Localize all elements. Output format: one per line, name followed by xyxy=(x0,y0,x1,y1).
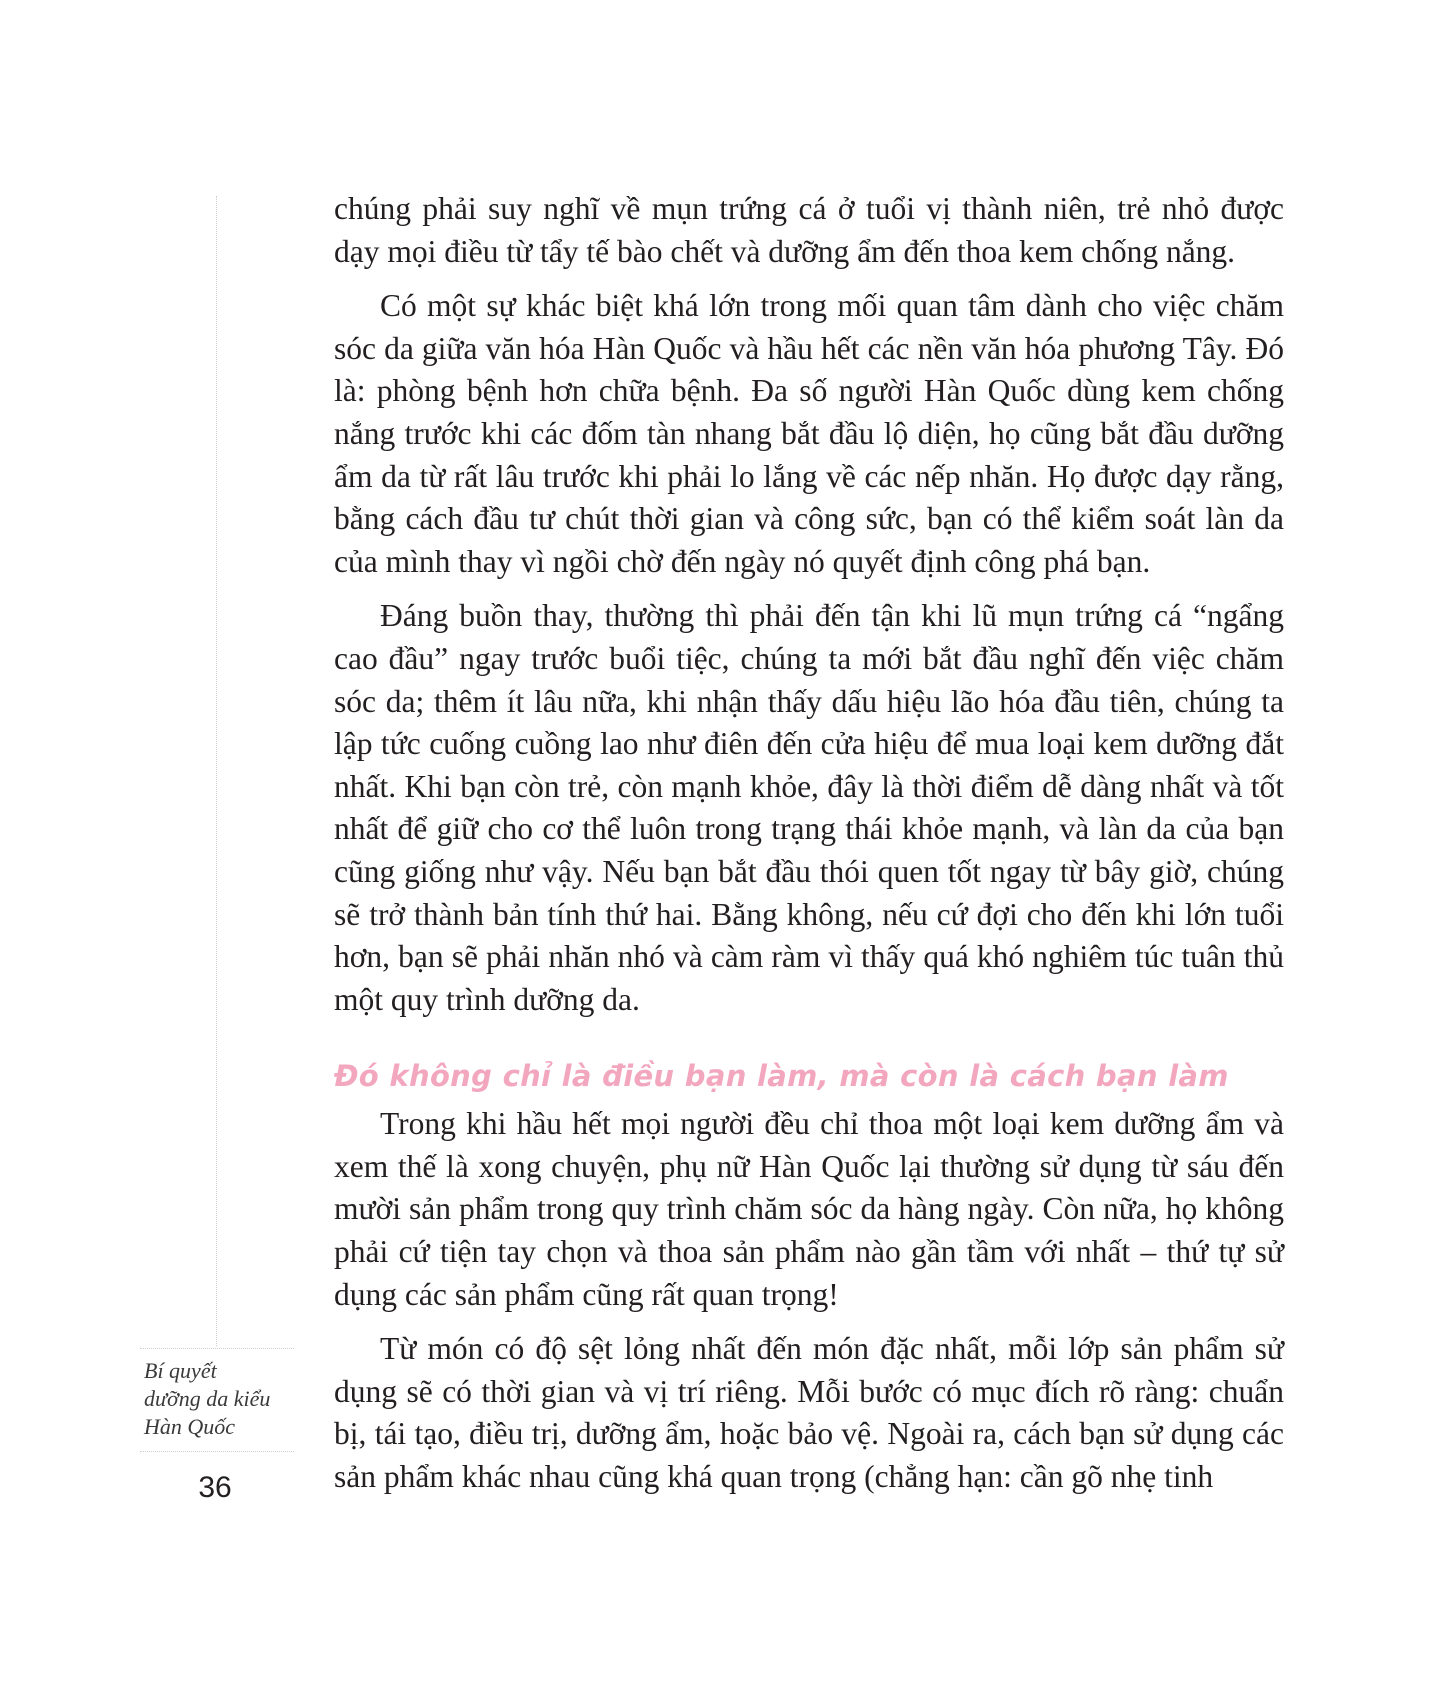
body-text xyxy=(334,188,1284,1511)
page-number: 36 xyxy=(198,1471,232,1504)
section-heading: Đó không chỉ là điều bạn làm, mà còn là cách bạn làm xyxy=(334,1059,1229,1094)
paragraph-continued: chúng phải suy nghĩ về mụn trứng cá ở tuổi vị thành niên, trẻ nhỏ được dạy mọi điều từ tẩy tế bào chết và dưỡng ẩm đến thoa kem chống nắng. xyxy=(334,191,1284,269)
running-title xyxy=(140,1348,294,1452)
running-title-line: Bí quyết xyxy=(144,1358,217,1383)
running-title-line: Hàn Quốc xyxy=(144,1414,236,1439)
paragraph-routine: Trong khi hầu hết mọi người đều chỉ thoa một loại kem dưỡng ẩm và xem thế là xong chuyện, phụ nữ Hàn Quốc lại thường sử dụng từ sáu đến mười sản phẩm trong quy trình chăm sóc da hàng ngày. Còn nữa, họ không phải cứ tiện tay chọn và thoa sản phẩm nào gần tầm với nhất – thứ tự sử dụng các sản phẩm cũng rất quan trọng! xyxy=(334,1106,1284,1312)
running-title-line: dưỡng da kiểu xyxy=(144,1386,271,1411)
margin-divider xyxy=(216,196,217,1346)
paragraph-prevention: Có một sự khác biệt khá lớn trong mối quan tâm dành cho việc chăm sóc da giữa văn hóa Hàn Quốc và hầu hết các nền văn hóa phương Tây. Đó là: phòng bệnh hơn chữa bệnh. Đa số người Hàn Quốc dùng kem chống nắng trước khi các đốm tàn nhang bắt đầu lộ diện, họ cũng bắt đầu dưỡng ẩm da từ rất lâu trước khi phải lo lắng về các nếp nhăn. Họ được dạy rằng, bằng cách đầu tư chút thời gian và công sức, bạn có thể kiểm soát làn da của mình thay vì ngồi chờ đến ngày nó quyết định công phá bạn. xyxy=(334,288,1284,579)
paragraph-layers: Từ món có độ sệt lỏng nhất đến món đặc nhất, mỗi lớp sản phẩm sử dụng sẽ có thời gian và vị trí riêng. Mỗi bước có mục đích rõ ràng: chuẩn bị, tái tạo, điều trị, dưỡng ẩm, hoặc bảo vệ. Ngoài ra, cách bạn sử dụng các sản phẩm khác nhau cũng khá quan trọng (chẳng hạn: cần gõ nhẹ tinh xyxy=(334,1331,1284,1495)
paragraph-habits: Đáng buồn thay, thường thì phải đến tận khi lũ mụn trứng cá “ngẩng cao đầu” ngay trước buổi tiệc, chúng ta mới bắt đầu nghĩ đến việc chăm sóc da; thêm ít lâu nữa, khi nhận thấy dấu hiệu lão hóa đầu tiên, chúng ta lập tức cuống cuồng lao như điên đến cửa hiệu để mua loại kem dưỡng đắt nhất. Khi bạn còn trẻ, còn mạnh khỏe, đây là thời điểm dễ dàng nhất và tốt nhất để giữ cho cơ thể luôn trong trạng thái khỏe mạnh, và làn da của bạn cũng giống như vậy. Nếu bạn bắt đầu thói quen tốt ngay từ bây giờ, chúng sẽ trở thành bản tính thứ hai. Bằng không, nếu cứ đợi cho đến khi lớn tuổi hơn, bạn sẽ phải nhăn nhó và càm ràm vì thấy quá khó nghiêm túc tuân thủ một quy trình dưỡng da. xyxy=(334,598,1284,1017)
